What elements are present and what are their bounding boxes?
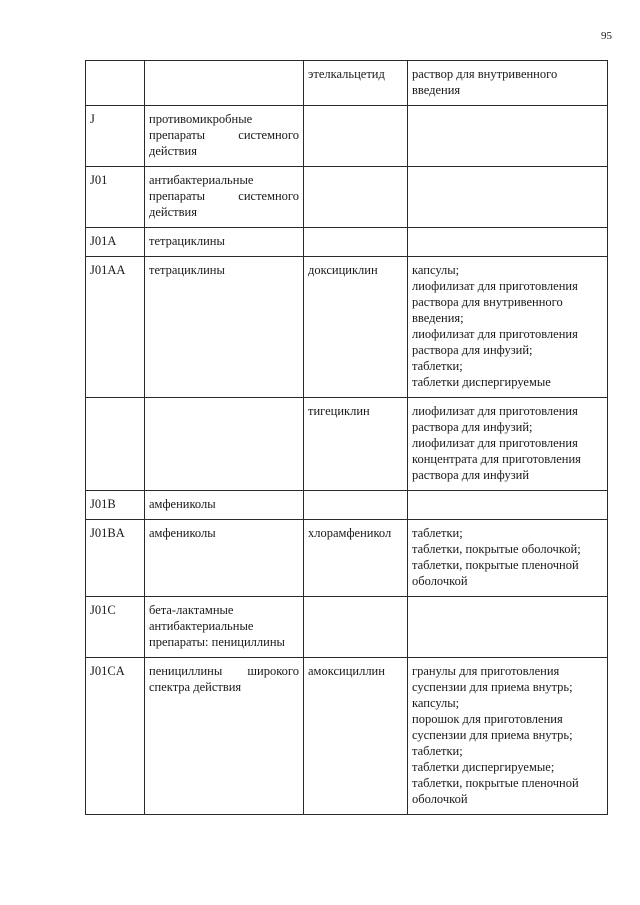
atc-code-cell: J xyxy=(86,106,145,167)
group-cell: пенициллины широкого спектра действия xyxy=(145,658,304,815)
dosage-form-line: таблетки диспергируемые; xyxy=(412,760,555,774)
dosage-form-line: капсулы; xyxy=(412,696,460,710)
dosage-form-cell xyxy=(408,491,608,520)
drug-name-cell xyxy=(304,167,408,228)
dosage-form-line: таблетки, покрытые пленочной оболочкой xyxy=(412,558,579,588)
dosage-form-cell xyxy=(408,597,608,658)
dosage-form-cell xyxy=(408,257,608,398)
drug-name-cell: хлорамфеникол xyxy=(304,520,408,597)
atc-code-cell: J01C xyxy=(86,597,145,658)
atc-code-cell: J01 xyxy=(86,167,145,228)
dosage-form-line: порошок для приготовления суспензии для приема внутрь; xyxy=(412,712,573,742)
dosage-form-line: капсулы; xyxy=(412,263,460,277)
page-number: 95 xyxy=(601,30,612,42)
dosage-form-line: таблетки, покрытые оболочкой; xyxy=(412,542,581,556)
dosage-form-line: лиофилизат для приготовления раствора для инфузий; xyxy=(412,327,578,357)
table-row xyxy=(86,398,608,491)
group-cell: бета-лактамные антибактериальные препараты: пенициллины xyxy=(145,597,304,658)
group-cell: тетрациклины xyxy=(145,228,304,257)
drug-table xyxy=(85,60,608,815)
dosage-form-cell xyxy=(408,520,608,597)
dosage-form-line: лиофилизат для приготовления концентрата для приготовления раствора для инфузий xyxy=(412,436,581,482)
drug-name-cell: этелкальцетид xyxy=(304,61,408,106)
drug-name-cell xyxy=(304,106,408,167)
atc-code-cell: J01A xyxy=(86,228,145,257)
dosage-form-line: таблетки; xyxy=(412,359,463,373)
atc-code-cell: J01BA xyxy=(86,520,145,597)
group-cell: антибактериальные препараты системного действия xyxy=(145,167,304,228)
table-row xyxy=(86,491,608,520)
atc-code-cell: J01B xyxy=(86,491,145,520)
atc-code-cell xyxy=(86,398,145,491)
dosage-form-cell xyxy=(408,106,608,167)
atc-code-cell: J01CA xyxy=(86,658,145,815)
dosage-form-line: таблетки; xyxy=(412,744,463,758)
group-cell: противомикробные препараты системного действия xyxy=(145,106,304,167)
group-cell: амфениколы xyxy=(145,491,304,520)
group-cell: тетрациклины xyxy=(145,257,304,398)
drug-name-cell xyxy=(304,228,408,257)
table-row xyxy=(86,597,608,658)
atc-code-cell xyxy=(86,61,145,106)
dosage-form-cell xyxy=(408,398,608,491)
table-row xyxy=(86,520,608,597)
dosage-form-cell xyxy=(408,167,608,228)
table-row xyxy=(86,167,608,228)
drug-name-cell xyxy=(304,491,408,520)
drug-name-cell: доксициклин xyxy=(304,257,408,398)
group-cell xyxy=(145,398,304,491)
group-cell: амфениколы xyxy=(145,520,304,597)
drug-name-cell xyxy=(304,597,408,658)
dosage-form-cell xyxy=(408,658,608,815)
group-cell xyxy=(145,61,304,106)
atc-code-cell: J01AA xyxy=(86,257,145,398)
drug-name-cell: тигециклин xyxy=(304,398,408,491)
dosage-form-cell xyxy=(408,61,608,106)
dosage-form-line: таблетки диспергируемые xyxy=(412,375,551,389)
dosage-form-line: таблетки; xyxy=(412,526,463,540)
dosage-form-line: лиофилизат для приготовления раствора для инфузий; xyxy=(412,404,578,434)
table-row xyxy=(86,658,608,815)
table-row xyxy=(86,257,608,398)
dosage-form-line: раствор для внутривенного введения xyxy=(412,67,558,97)
table-row xyxy=(86,228,608,257)
table-row xyxy=(86,106,608,167)
dosage-form-cell xyxy=(408,228,608,257)
table-row xyxy=(86,61,608,106)
dosage-form-line: лиофилизат для приготовления раствора для внутривенного введения; xyxy=(412,279,578,325)
drug-name-cell: амоксициллин xyxy=(304,658,408,815)
dosage-form-line: таблетки, покрытые пленочной оболочкой xyxy=(412,776,579,806)
dosage-form-line: гранулы для приготовления суспензии для приема внутрь; xyxy=(412,664,573,694)
